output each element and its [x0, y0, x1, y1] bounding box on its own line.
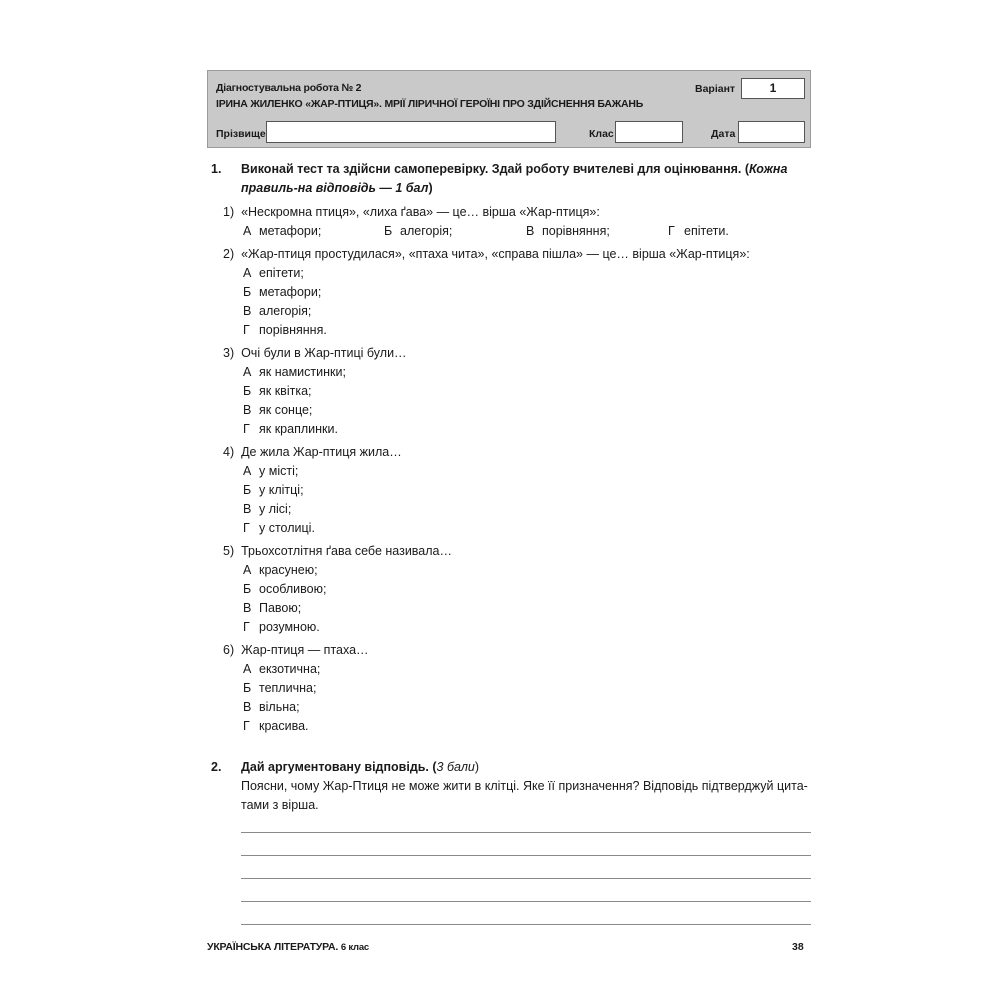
question-6-option-a[interactable]: А екзотична;: [243, 662, 321, 676]
question-1-option-c[interactable]: В порівняння;: [526, 224, 610, 238]
answer-line[interactable]: [241, 878, 811, 879]
worksheet-header: [207, 70, 811, 148]
answer-line[interactable]: [241, 855, 811, 856]
task1-number: 1.: [211, 162, 222, 176]
question-2-option-d[interactable]: Г порівняння.: [243, 323, 327, 337]
question-5-option-d[interactable]: Г розумною.: [243, 620, 320, 634]
question-3: 3) Очі були в Жар-птиці були…: [223, 346, 407, 360]
surname-label: Прізвище: [216, 128, 266, 140]
work-topic: ІРИНА ЖИЛЕНКО «ЖАР-ПТИЦЯ». МРІЇ ЛІРИЧНОЇ ГЕРОЇНІ ПРО ЗДІЙСНЕННЯ БАЖАНЬ: [216, 98, 644, 110]
question-5-option-b[interactable]: Б особливою;: [243, 582, 327, 596]
question-4-option-b[interactable]: Б у клітці;: [243, 483, 304, 497]
surname-field[interactable]: [266, 121, 556, 143]
page-number: 38: [792, 941, 804, 953]
question-2-option-a[interactable]: А епітети;: [243, 266, 304, 280]
task2-text-line-2: тами з вірша.: [241, 798, 319, 812]
question-1: 1) «Нескромна птиця», «лиха ґава» — це… вірша «Жар-птиця»:: [223, 205, 600, 219]
question-2-option-c[interactable]: В алегорія;: [243, 304, 312, 318]
question-3-option-a[interactable]: А як намистинки;: [243, 365, 346, 379]
variant-value: 1: [741, 78, 805, 99]
question-6-option-d[interactable]: Г красива.: [243, 719, 309, 733]
question-5-option-a[interactable]: А красунею;: [243, 563, 318, 577]
question-4-option-a[interactable]: А у місті;: [243, 464, 299, 478]
work-title: Діагностувальна робота № 2: [216, 82, 362, 94]
date-label: Дата: [711, 128, 736, 140]
question-2: 2) «Жар-птиця простудилася», «птаха чита», «справа пішла» — це… вірша «Жар-птиця»:: [223, 247, 750, 261]
question-3-option-b[interactable]: Б як квітка;: [243, 384, 312, 398]
task2-text-line-1: Поясни, чому Жар-Птиця не може жити в клітці. Яке її призначення? Відповідь підтверджуй цита-: [241, 779, 808, 793]
footer-subject: УКРАЇНСЬКА ЛІТЕРАТУРА. 6 клас: [207, 941, 370, 953]
question-3-option-c[interactable]: В як сонце;: [243, 403, 313, 417]
question-1-option-d[interactable]: Г епітети.: [668, 224, 729, 238]
question-1-option-b[interactable]: Б алегорія;: [384, 224, 453, 238]
footer-grade: 6 клас: [340, 942, 370, 953]
question-5: 5) Трьохсотлітня ґава себе називала…: [223, 544, 453, 558]
class-field[interactable]: [615, 121, 683, 143]
question-5-option-c[interactable]: В Павою;: [243, 601, 302, 615]
answer-line[interactable]: [241, 924, 811, 925]
task2-number: 2.: [211, 760, 222, 774]
question-3-option-d[interactable]: Г як краплинки.: [243, 422, 338, 436]
question-6: 6) Жар-птиця — птаха…: [223, 643, 369, 657]
question-4-option-c[interactable]: В у лісі;: [243, 502, 292, 516]
task1-instructions: Виконай тест та здійсни самоперевірку. Здай роботу вчителеві для оцінювання. (Кожна правиль-на відповідь — 1 бал): [241, 162, 788, 195]
answer-line[interactable]: [241, 832, 811, 833]
question-6-option-c[interactable]: В вільна;: [243, 700, 300, 714]
answer-line[interactable]: [241, 901, 811, 902]
question-1-option-a[interactable]: А метафори;: [243, 224, 322, 238]
date-field[interactable]: [738, 121, 805, 143]
variant-label: Варіант: [695, 83, 736, 95]
question-4: 4) Де жила Жар-птиця жила…: [223, 445, 402, 459]
question-2-option-b[interactable]: Б метафори;: [243, 285, 322, 299]
question-6-option-b[interactable]: Б теплична;: [243, 681, 317, 695]
task2-title: Дай аргументовану відповідь. (3 бали): [241, 760, 479, 774]
class-label: Клас: [589, 128, 614, 140]
question-4-option-d[interactable]: Г у столиці.: [243, 521, 315, 535]
